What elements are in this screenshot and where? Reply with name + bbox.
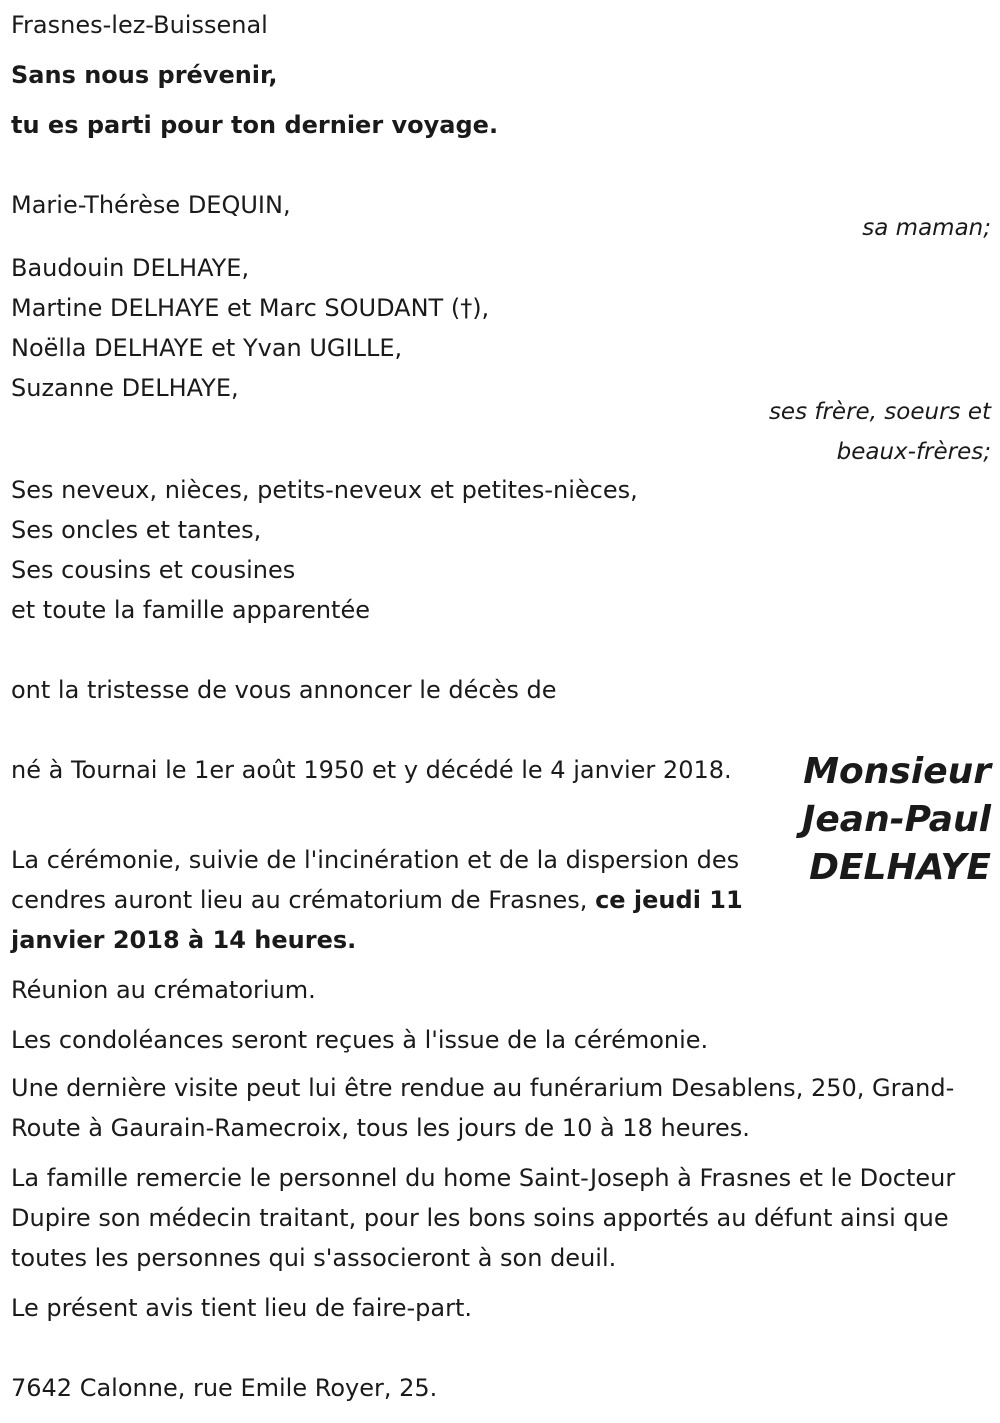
address-text: 7642 Calonne, rue Emile Royer, 25. xyxy=(11,1374,438,1402)
ceremony-paragraph xyxy=(11,840,761,960)
mother-role: sa maman; xyxy=(862,215,991,241)
relative-item: Ses cousins et cousines xyxy=(11,556,296,584)
deceased-first-name: Jean-Paul xyxy=(801,799,991,840)
location-heading: Frasnes-lez-Buissenal xyxy=(11,11,268,39)
sibling-item: Suzanne DELHAYE, xyxy=(11,374,239,402)
deceased-title: Monsieur xyxy=(803,751,991,792)
siblings-list xyxy=(11,248,489,408)
deceased-last-name: DELHAYE xyxy=(809,847,991,888)
deceased-name xyxy=(802,748,991,892)
announcement-text: ont la tristesse de vous annoncer le décès de xyxy=(11,676,557,704)
relative-item: Ses neveux, nièces, petits-neveux et petites-nièces, xyxy=(11,476,638,504)
condolences-text: Les condoléances seront reçues à l'issue de la cérémonie. xyxy=(11,1026,709,1054)
ceremony-text: La cérémonie, suivie de l'incinération et de la dispersion des cendres auront lieu au crématorium de Frasnes, xyxy=(11,846,740,914)
siblings-role-line-2: beaux-frères; xyxy=(836,439,991,465)
relative-item: et toute la famille apparentée xyxy=(11,596,370,624)
sibling-item: Baudouin DELHAYE, xyxy=(11,254,250,282)
mother-name: Marie-Thérèse DEQUIN, xyxy=(11,191,291,219)
birth-death-text: né à Tournai le 1er août 1950 et y décédé le 4 janvier 2018. xyxy=(11,756,732,784)
lead-line-1: Sans nous prévenir, xyxy=(11,61,278,89)
visit-text: Une dernière visite peut lui être rendue au funérarium Desablens, 250, Grand-Route à Gaurain-Ramecroix, tous les jours de 10 à 18 heures. xyxy=(11,1074,955,1142)
relative-item: Ses oncles et tantes, xyxy=(11,516,262,544)
lead-line-2: tu es parti pour ton dernier voyage. xyxy=(11,111,499,139)
ceremony-date: ce jeudi 11 janvier 2018 à 14 heures. xyxy=(11,886,743,954)
sibling-item: Martine DELHAYE et Marc SOUDANT (†), xyxy=(11,294,490,322)
other-relatives-list xyxy=(11,470,638,630)
siblings-role-line-1: ses frère, soeurs et xyxy=(768,399,991,425)
notice-text: Le présent avis tient lieu de faire-part. xyxy=(11,1294,473,1322)
sibling-item: Noëlla DELHAYE et Yvan UGILLE, xyxy=(11,334,403,362)
meeting-text: Réunion au crématorium. xyxy=(11,976,316,1004)
thanks-text: La famille remercie le personnel du home Saint-Joseph à Frasnes et le Docteur Dupire son médecin traitant, pour les bons soins apportés au défunt ainsi que toutes les personnes qui s'associeront à son deuil. xyxy=(11,1164,956,1272)
